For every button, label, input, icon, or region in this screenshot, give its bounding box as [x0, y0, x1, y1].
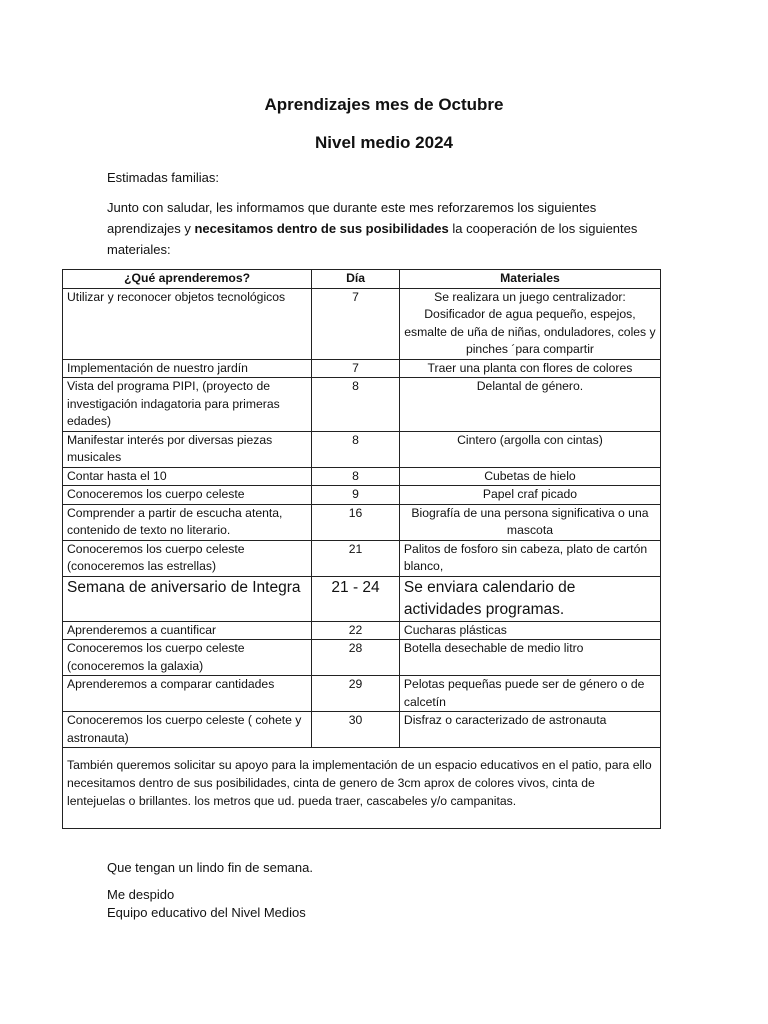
cell-day: 22: [312, 621, 400, 640]
cell-day: 7: [312, 359, 400, 378]
cell-learn: Comprender a partir de escucha atenta, contenido de texto no literario.: [63, 504, 312, 540]
table-row: [63, 504, 661, 540]
header-day: Día: [312, 270, 400, 289]
cell-learn: Conoceremos los cuerpo celeste (conoceremos la galaxia): [63, 640, 312, 676]
page-title: Aprendizajes mes de Octubre: [264, 95, 504, 114]
cell-learn: Semana de aniversario de Integra: [63, 576, 312, 621]
table-row: [63, 359, 661, 378]
greeting: Estimadas familias:: [107, 170, 219, 185]
cell-materials: Pelotas pequeñas puede ser de género o de calcetín: [399, 676, 660, 712]
table-row: [63, 378, 661, 432]
page-subtitle: Nivel medio 2024: [315, 133, 453, 152]
cell-day: 8: [312, 378, 400, 432]
farewell: Me despido: [107, 887, 175, 902]
table-row: [63, 621, 661, 640]
footer-note: También queremos solicitar su apoyo para la implementación de un espacio educativos en el patio, para ello necesitamos dentro de sus posibilidades, cinta de genero de 3cm aprox de colores vivos, cinta de lentejuelas o brillantes. los metros que ud. pueda traer, cascabeles y/o campanitas.: [63, 748, 661, 829]
cell-materials: Botella desechable de medio litro: [399, 640, 660, 676]
cell-learn: Utilizar y reconocer objetos tecnológicos: [63, 288, 312, 359]
table-row: [63, 486, 661, 505]
cell-materials: Cucharas plásticas: [399, 621, 660, 640]
table-row-highlight: [63, 576, 661, 621]
cell-day: 29: [312, 676, 400, 712]
cell-learn: Conoceremos los cuerpo celeste ( cohete y astronauta): [63, 712, 312, 748]
closing-wish: Que tengan un lindo fin de semana.: [107, 860, 313, 875]
cell-materials: Traer una planta con flores de colores: [399, 359, 660, 378]
cell-materials: Disfraz o caracterizado de astronauta: [399, 712, 660, 748]
cell-learn: Aprenderemos a cuantificar: [63, 621, 312, 640]
cell-learn: Contar hasta el 10: [63, 467, 312, 486]
cell-materials: Se enviara calendario de actividades programas.: [399, 576, 660, 621]
learning-plan-table: [62, 269, 661, 829]
table-row: [63, 431, 661, 467]
table-row: [63, 712, 661, 748]
cell-materials: Papel craf picado: [399, 486, 660, 505]
cell-learn: Aprenderemos a comparar cantidades: [63, 676, 312, 712]
cell-day: 21 - 24: [312, 576, 400, 621]
cell-day: 28: [312, 640, 400, 676]
cell-learn: Vista del programa PIPI, (proyecto de investigación indagatoria para primeras edades): [63, 378, 312, 432]
cell-learn: Implementación de nuestro jardín: [63, 359, 312, 378]
cell-day: 21: [312, 540, 400, 576]
intro-text-start: Junto con saludar, les informamos que durante este mes reforzaremos los siguientes aprendizajes y: [107, 200, 597, 236]
header-learn: ¿Qué aprenderemos?: [63, 270, 312, 289]
cell-materials: Cubetas de hielo: [399, 467, 660, 486]
cell-day: 16: [312, 504, 400, 540]
intro-emphasis: necesitamos dentro de sus posibilidades: [194, 221, 449, 236]
closing-block: [107, 886, 662, 922]
table-row: [63, 640, 661, 676]
cell-materials: Se realizara un juego centralizador: Dosificador de agua pequeño, espejos, esmalte de uña de niñas, onduladores, coles y pinches ´para compartir: [399, 288, 660, 359]
cell-learn: Manifestar interés por diversas piezas musicales: [63, 431, 312, 467]
cell-learn: Conoceremos los cuerpo celeste: [63, 486, 312, 505]
cell-materials: Biografía de una persona significativa o una mascota: [399, 504, 660, 540]
table-footer-row: [63, 748, 661, 829]
intro-paragraph: [107, 197, 662, 260]
table-row: [63, 676, 661, 712]
cell-day: 8: [312, 431, 400, 467]
cell-day: 30: [312, 712, 400, 748]
cell-materials: Cintero (argolla con cintas): [399, 431, 660, 467]
cell-materials: Delantal de género.: [399, 378, 660, 432]
table-header-row: [63, 270, 661, 289]
cell-materials: Palitos de fosforo sin cabeza, plato de cartón blanco,: [399, 540, 660, 576]
signature: Equipo educativo del Nivel Medios: [107, 905, 306, 920]
table-row: [63, 467, 661, 486]
header-materials: Materiales: [399, 270, 660, 289]
cell-day: 7: [312, 288, 400, 359]
table-row: [63, 540, 661, 576]
cell-learn: Conoceremos los cuerpo celeste (conoceremos las estrellas): [63, 540, 312, 576]
intro-text-end: la cooperación de los siguientes materiales:: [107, 221, 638, 257]
cell-day: 8: [312, 467, 400, 486]
cell-day: 9: [312, 486, 400, 505]
table-row: [63, 288, 661, 359]
